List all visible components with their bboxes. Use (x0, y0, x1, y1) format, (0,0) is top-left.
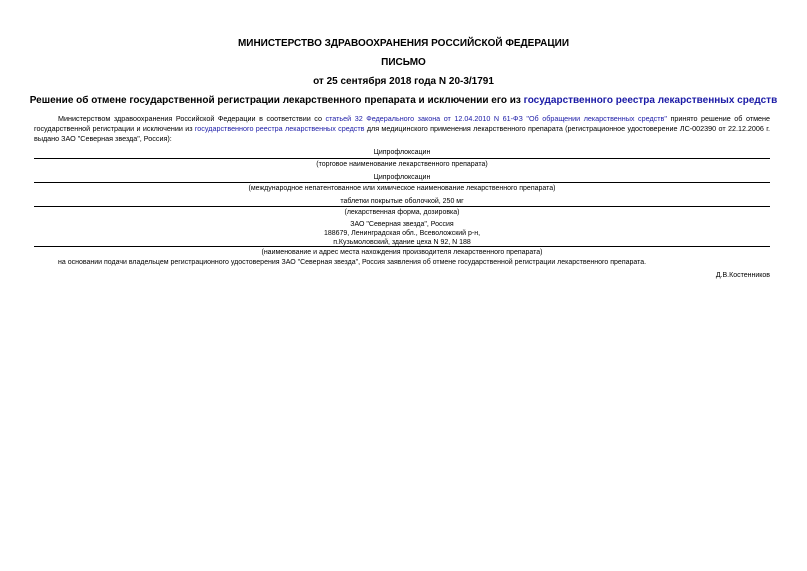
signature: Д.В.Костенников (715, 272, 770, 279)
manufacturer-caption: (наименование и адрес места нахождения производителя лекарственного препарата) (261, 249, 543, 256)
registry-link[interactable]: государственного реестра лекарственных средств (194, 124, 365, 133)
law-article-link[interactable]: статьей 32 Федерального закона от 12.04.2010 N 61-ФЗ "Об обращении лекарственных средств" (325, 114, 667, 123)
trade-name-caption: (торговое наименование лекарственного препарата) (316, 161, 488, 168)
body-text-3: для медицинского применения лекарственного препарата (регистрационное удостоверение ЛС-002390 от 22.12.2006 г. выдано ЗАО "Северная звезда", Россия): (34, 124, 771, 143)
basis-text: на основании подачи владельцем регистрационного удостоверения ЗАО "Северная звезда", Россия заявления об отмене государственной регистрации лекарственного препарата. (58, 259, 647, 266)
dosage-form-caption: (лекарственная форма, дозировка) (344, 209, 460, 216)
subject-registry-link[interactable]: государственного реестра лекарственных средств (523, 95, 778, 106)
divider (34, 246, 770, 247)
manufacturer-line: п.Кузьмоловский, здание цеха N 92, N 188 (333, 239, 471, 246)
manufacturer-line: ЗАО "Северная звезда", Россия (350, 221, 454, 228)
body-paragraph (34, 114, 770, 144)
inn-caption: (международное непатентованное или химическое наименование лекарственного препарата) (248, 185, 556, 192)
inn-value: Ципрофлоксацин (373, 174, 431, 181)
body-text-1: Министерством здравоохранения Российской Федерации в соответствии со (58, 114, 326, 123)
document-type: ПИСЬМО (381, 57, 426, 68)
subject-text: Решение об отмене государственной регистрации лекарственного препарата и исключении его из (29, 95, 524, 106)
document-subject (20, 95, 787, 106)
body-text-2: принято решение об отмене государственной регистрации и исключении из (34, 114, 770, 133)
trade-name-value: Ципрофлоксацин (373, 149, 431, 156)
divider (34, 182, 770, 183)
divider (34, 158, 770, 159)
divider (34, 206, 770, 207)
document-date-number: от 25 сентября 2018 года N 20-3/1791 (313, 76, 494, 87)
manufacturer-line: 188679, Ленинградская обл., Всеволожский р-н, (323, 230, 481, 237)
ministry-title: МИНИСТЕРСТВО ЗДРАВООХРАНЕНИЯ РОССИЙСКОЙ ФЕДЕРАЦИИ (237, 38, 570, 49)
dosage-form-value: таблетки покрытые оболочкой, 250 мг (340, 198, 464, 205)
